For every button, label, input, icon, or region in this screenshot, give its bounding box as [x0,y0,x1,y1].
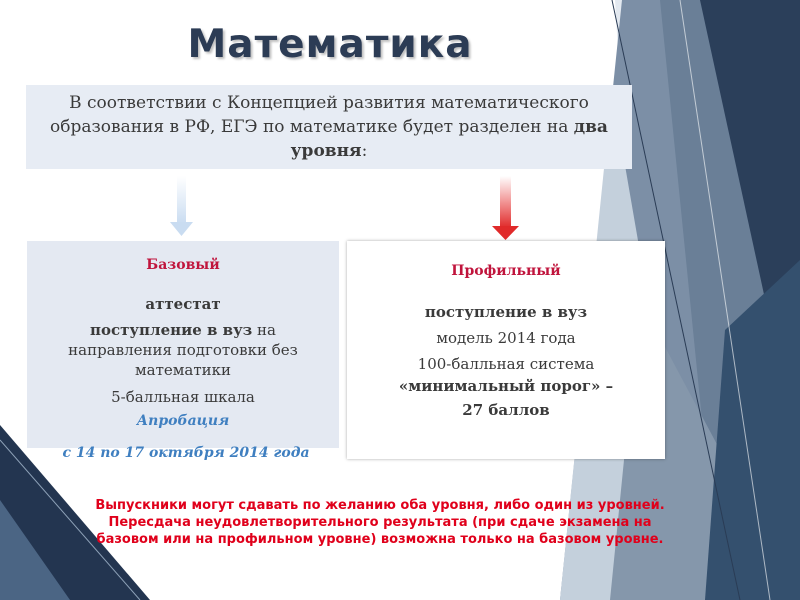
basic-admission-rest: на направления подготовки без математики [68,321,298,379]
basic-heading: Базовый [146,257,220,273]
basic-approbation: Апробация [136,413,230,429]
profile-admission: поступление в вуз [424,303,588,321]
basic-certificate: аттестат [145,295,221,313]
light-blue-down-arrow [170,176,193,236]
intro-bold-text: два уровня [290,117,608,161]
intro-text: В соответствии с Концепцией развития математического образования в РФ, ЕГЭ по математике будет разделен на [50,93,589,137]
profile-model: модель 2014 года [436,329,576,347]
page-title: Математика [187,22,473,67]
intro-text-end: : [361,141,368,161]
basic-scale: 5-балльная шкала [111,388,255,406]
basic-approbation-dates: с 14 по 17 октября 2014 года [62,445,310,461]
profile-level-box [347,241,665,459]
profile-heading: Профильный [451,263,561,279]
footnote-line-2: Пересдача неудовлетворительного результата (при сдаче экзамена на [108,515,652,530]
basic-admission-bold: поступление в вуз [90,321,253,339]
footnote-line-3: базовом или на профильном уровне) возможна только на базовом уровне. [96,532,664,547]
red-down-arrow [492,176,519,240]
intro-panel [26,85,632,169]
profile-threshold: «минимальный порог» – [398,377,614,395]
basic-admission [27,320,339,380]
footnote [30,497,730,548]
footnote-line-1: Выпускники могут сдавать по желанию оба уровня, либо один из уровней. [95,498,665,513]
basic-level-box [27,241,339,448]
profile-system: 100-балльная система [417,355,595,373]
profile-threshold-value: 27 баллов [462,401,550,419]
